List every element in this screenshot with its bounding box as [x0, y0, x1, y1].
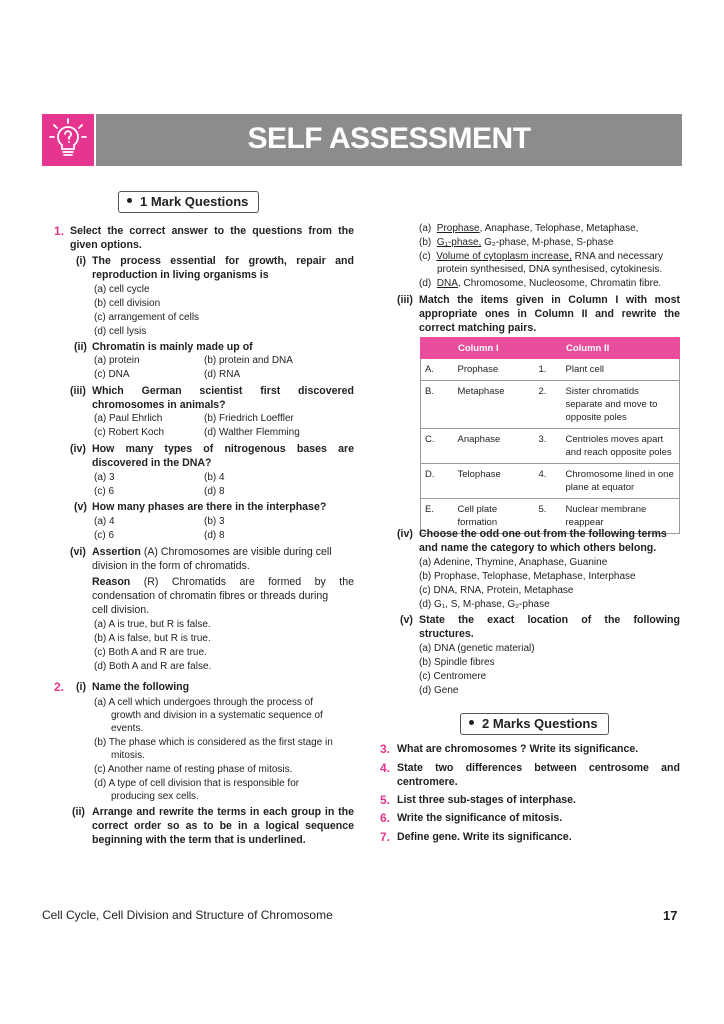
table-row [421, 464, 680, 499]
table-row [421, 381, 680, 429]
bullet-icon [469, 720, 474, 725]
option-cont: producing sex cells. [111, 791, 199, 802]
option: (d) Both A and R are false. [94, 661, 212, 672]
table-row [421, 359, 680, 381]
column-i-cell: Cell plate formation [454, 499, 535, 534]
option: (c) DNA, RNA, Protein, Metaphase [419, 585, 574, 596]
banner-bar [96, 114, 682, 166]
header-spacer [535, 338, 562, 359]
page-number: 17 [663, 908, 678, 923]
q1-ii-label: (ii) [74, 341, 87, 353]
q1-stem: Select the correct answer to the questions from the [70, 225, 354, 237]
q7-text: Define gene. Write its significance. [397, 831, 572, 843]
reason-text: (R) Chromatids are formed by the [130, 576, 354, 588]
arrange-option-c [419, 250, 663, 264]
option: (d) Gene [419, 685, 459, 696]
lightbulb-question-icon [42, 114, 94, 166]
option: (a) 4 [94, 516, 115, 527]
self-assessment-banner [42, 114, 682, 166]
option-rest: G₂-phase, M-phase, S-phase [481, 237, 614, 248]
row-number: 1. [535, 359, 562, 381]
option: (d) RNA [204, 369, 241, 380]
option: (a) DNA (genetic material) [419, 643, 535, 654]
option-cont: mitosis. [111, 750, 145, 761]
two-marks-heading [460, 713, 609, 735]
column-i-cell: Telophase [454, 464, 535, 499]
q4-text-2: centromere. [397, 776, 458, 788]
row-letter: A. [421, 359, 454, 381]
q5-text: List three sub-stages of interphase. [397, 794, 576, 806]
q3-number: 3. [380, 742, 391, 756]
option: (c) 6 [94, 530, 114, 541]
row-letter: D. [421, 464, 454, 499]
option: (c) DNA [94, 369, 130, 380]
arrange-option-d [419, 277, 661, 291]
underlined-term: Volume of cytoplasm increase, [436, 251, 572, 262]
reason-word: Reason [92, 576, 131, 588]
option: (b) A is false, but R is true. [94, 633, 211, 644]
q1-v-label: (v) [74, 501, 87, 513]
q1-iv-text-2: discovered in the DNA? [92, 457, 212, 469]
row-number: 4. [535, 464, 562, 499]
option: (a) Adenine, Thymine, Anaphase, Guanine [419, 557, 608, 568]
q1-iv-text: How many types of nitrogenous bases are [92, 443, 354, 455]
q2-v-text-2: structures. [419, 628, 474, 640]
q2-ii-label: (ii) [72, 806, 85, 818]
option: (d) cell lysis [94, 326, 147, 337]
q3-text: What are chromosomes ? Write its significance. [397, 743, 639, 755]
arrange-option-b [419, 236, 614, 250]
underlined-term: G₁-phase, [436, 237, 482, 248]
row-number: 2. [535, 381, 562, 429]
q2-v-label: (v) [400, 614, 413, 626]
q2-iii-text-2: appropriate ones in Column II and rewrite the [419, 308, 680, 320]
assertion-text: (A) Chromosomes are visible during cell [140, 546, 332, 558]
row-number: 3. [535, 429, 562, 464]
option-cont: events. [111, 723, 144, 734]
q1-iii-label: (iii) [70, 385, 86, 397]
bullet-icon [127, 198, 132, 203]
q4-number: 4. [380, 761, 391, 775]
option: (d) 8 [204, 486, 225, 497]
option-label: (d) [419, 278, 432, 289]
column-ii-cell: Nuclear membrane reappear [562, 499, 680, 534]
page-title: SELF ASSESSMENT [247, 122, 531, 155]
option: (a) A is true, but R is false. [94, 619, 211, 630]
q2-iv-label: (iv) [397, 528, 413, 540]
q4-text: State two differences between centrosome and [397, 762, 680, 774]
q2-i-label: (i) [76, 681, 86, 693]
q1-vi-label: (vi) [70, 546, 86, 558]
row-number: 5. [535, 499, 562, 534]
option: (b) cell division [94, 298, 161, 309]
q2-iii-text-3: correct matching pairs. [419, 322, 537, 334]
table-row [421, 429, 680, 464]
q1-ii-text: Chromatin is mainly made up of [92, 341, 253, 353]
q2-ii-text: Arrange and rewrite the terms in each group in the [92, 806, 354, 818]
option: (b) 4 [204, 472, 225, 483]
assertion-line [92, 545, 332, 559]
option: (a) cell cycle [94, 284, 150, 295]
q2-iv-text-2: and name the category to which others belong. [419, 542, 657, 554]
q2-ii-text-2: correct order so as to be in a logical sequence [92, 820, 354, 832]
option: (b) protein and DNA [204, 355, 293, 366]
option: (b) Prophase, Telophase, Metaphase, Interphase [419, 571, 636, 582]
q1-number: 1. [54, 224, 65, 238]
option: (b) 3 [204, 516, 225, 527]
option-label: (b) [419, 237, 432, 248]
two-marks-label: 2 Marks Questions [482, 716, 598, 731]
match-table [420, 337, 680, 534]
underlined-term: Prophase [436, 223, 480, 234]
option: (d) Walther Flemming [204, 427, 300, 438]
row-letter: C. [421, 429, 454, 464]
q2-number: 2. [54, 680, 65, 694]
option: (a) Paul Ehrlich [94, 413, 163, 424]
column-i-cell: Metaphase [454, 381, 535, 429]
option: (b) The phase which is considered as the first stage in [94, 737, 333, 748]
q2-ii-text-3: beginning with the term that is underlined. [92, 834, 306, 846]
arrange-option-c-cont: protein synthesised, DNA synthesised, cytokinesis. [437, 264, 663, 275]
underlined-term: DNA [436, 278, 458, 289]
arrange-option-a [419, 222, 638, 236]
option: (a) 3 [94, 472, 115, 483]
match-table-header [421, 338, 680, 359]
q6-number: 6. [380, 811, 391, 825]
q2-i-text: Name the following [92, 681, 190, 693]
option: (b) Friedrich Loeffler [204, 413, 294, 424]
reason-line-3: cell division. [92, 604, 150, 616]
q2-iii-text: Match the items given in Column I with most [419, 294, 680, 306]
header-spacer [421, 338, 454, 359]
option-rest: RNA and necessary [571, 251, 664, 262]
column-i-header: Column I [454, 338, 535, 359]
option-cont: growth and division in a systematic sequence of [111, 710, 323, 721]
q1-i-text-2: reproduction in living organisms is [92, 269, 269, 281]
option-rest: , Anaphase, Telophase, Metaphase, [479, 223, 639, 234]
q1-stem-2: given options. [70, 239, 142, 251]
column-ii-cell: Plant cell [562, 359, 680, 381]
option-rest: , Chromosome, Nucleosome, Chromatin fibre. [457, 278, 662, 289]
q2-iv-text: Choose the odd one out from the following terms [419, 528, 667, 540]
option: (b) Spindle fibres [419, 657, 495, 668]
q2-iii-label: (iii) [397, 294, 413, 306]
q6-text: Write the significance of mitosis. [397, 812, 563, 824]
one-mark-heading [118, 191, 259, 213]
option: (a) A cell which undergoes through the process of [94, 697, 314, 708]
q1-iii-text: Which German scientist first discovered [92, 385, 354, 397]
column-i-cell: Anaphase [454, 429, 535, 464]
q5-number: 5. [380, 793, 391, 807]
option: (a) protein [94, 355, 140, 366]
column-ii-cell: Sister chromatids separate and move to opposite poles [562, 381, 680, 429]
chapter-footer: Cell Cycle, Cell Division and Structure of Chromosome [42, 908, 333, 922]
reason-line [92, 575, 354, 589]
option: (d) A type of cell division that is responsible for [94, 778, 300, 789]
q7-number: 7. [380, 830, 391, 844]
option: (c) Both A and R are true. [94, 647, 207, 658]
q1-i-label: (i) [76, 255, 86, 267]
q1-i-text: The process essential for growth, repair and [92, 255, 354, 267]
q1-iv-label: (iv) [70, 443, 86, 455]
option: (c) Another name of resting phase of mitosis. [94, 764, 293, 775]
column-ii-header: Column II [562, 338, 680, 359]
q1-iii-text-2: chromosomes in animals? [92, 399, 226, 411]
option: (d) G₁, S, M-phase, G₂-phase [419, 599, 550, 610]
column-i-cell: Prophase [454, 359, 535, 381]
q2-v-text: State the exact location of the following [419, 614, 680, 626]
reason-line-2: condensation of chromatin fibres or threads during [92, 590, 329, 602]
option: (d) 8 [204, 530, 225, 541]
q1-v-text: How many phases are there in the interphase? [92, 501, 327, 513]
option: (c) arrangement of cells [94, 312, 200, 323]
column-ii-cell: Centrioles moves apart and reach opposite poles [562, 429, 680, 464]
row-letter: B. [421, 381, 454, 429]
option: (c) Centromere [419, 671, 487, 682]
column-ii-cell: Chromosome lined in one plane at equator [562, 464, 680, 499]
option: (c) 6 [94, 486, 114, 497]
option-label: (c) [419, 251, 431, 262]
assertion-line-2: division in the form of chromatids. [92, 560, 250, 572]
option-label: (a) [419, 223, 432, 234]
row-letter: E. [421, 499, 454, 534]
option: (c) Robert Koch [94, 427, 165, 438]
one-mark-label: 1 Mark Questions [140, 194, 249, 209]
assertion-word: Assertion [92, 546, 141, 558]
